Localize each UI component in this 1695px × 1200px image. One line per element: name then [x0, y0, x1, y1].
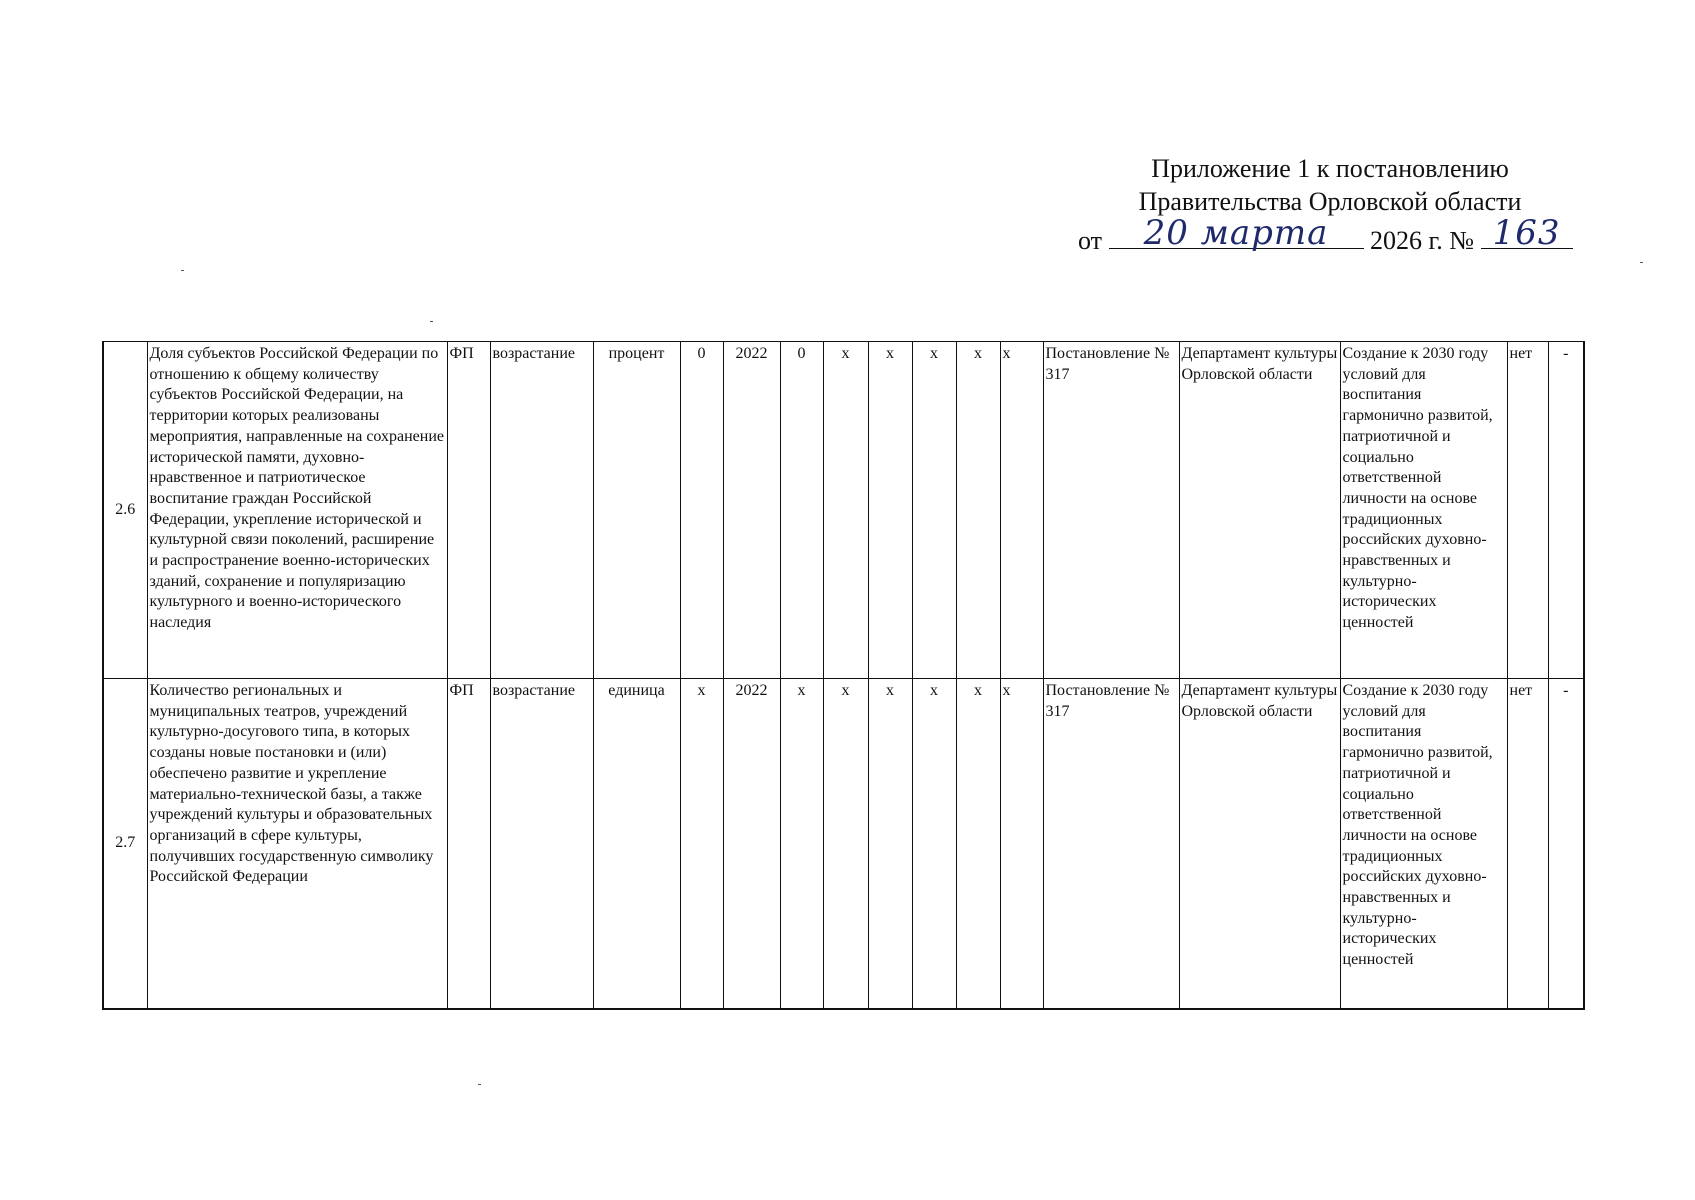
- header-prefix: от: [1078, 226, 1103, 255]
- handwritten-number: 163: [1492, 213, 1561, 253]
- scan-speck: [1640, 262, 1643, 263]
- indicator-level: ФП: [447, 342, 490, 679]
- value-4: х: [912, 342, 956, 679]
- indicator-unit: процент: [593, 342, 680, 679]
- number-blank: [1481, 213, 1573, 253]
- base-year: 2022: [723, 679, 780, 1009]
- document-ref: Постановление № 317: [1043, 679, 1179, 1009]
- indicator-name: Доля субъектов Российской Федерации по отношению к общему количеству субъектов Российской Федерации, на территории которых реализованы мероприятия, направленные на сохранение исторической памяти, духовно-нравственное и патриотическое воспитание граждан Российской Федерации, укрепление исторической и культурной связи поколений, расширение и распространение военно-исторических зданий, сохранение и популяризацию культурного и военно-исторического наследия: [147, 342, 447, 679]
- scan-speck: [430, 321, 433, 322]
- value-2: х: [823, 342, 868, 679]
- date-blank: [1109, 213, 1364, 253]
- base-value: 0: [680, 342, 723, 679]
- value-4: х: [912, 679, 956, 1009]
- indicator-unit: единица: [593, 679, 680, 1009]
- indicator-direction: возрастание: [490, 342, 593, 679]
- document-ref: Постановление № 317: [1043, 342, 1179, 679]
- flag-value: нет: [1507, 342, 1548, 679]
- value-6: х: [1000, 342, 1043, 679]
- goal-text: Создание к 2030 году условий для воспитания гармонично развитой, патриотичной и социально ответственной личности на основе традиционных российских духовно-нравственных и культурно-исторических ценностей: [1340, 679, 1507, 1009]
- header-year: 2026 г. №: [1370, 226, 1475, 255]
- value-2: х: [823, 679, 868, 1009]
- document-header: [1040, 152, 1620, 257]
- base-value: х: [680, 679, 723, 1009]
- table-row: [103, 679, 1584, 1009]
- dash-value: -: [1548, 679, 1584, 1009]
- indicator-direction: возрастание: [490, 679, 593, 1009]
- indicator-name: Количество региональных и муниципальных театров, учреждений культурно-досугового типа, в которых созданы новые постановки и (или) обеспечено развитие и укрепление материально-технической базы, а также учреждений культуры и образовательных организаций в сфере культуры, получивших государственную символику Российской Федерации: [147, 679, 447, 1009]
- row-number: 2.7: [103, 679, 147, 1009]
- responsible-body: Департамент культуры Орловской области: [1179, 679, 1340, 1009]
- table-row: [103, 342, 1584, 679]
- flag-value: нет: [1507, 679, 1548, 1009]
- row-number: 2.6: [103, 342, 147, 679]
- goal-text: Создание к 2030 году условий для воспитания гармонично развитой, патриотичной и социально ответственной личности на основе традиционных российских духовно-нравственных и культурно-исторических ценностей: [1340, 342, 1507, 679]
- value-1: х: [780, 679, 823, 1009]
- value-1: 0: [780, 342, 823, 679]
- responsible-body: Департамент культуры Орловской области: [1179, 342, 1340, 679]
- dash-value: -: [1548, 342, 1584, 679]
- scan-speck: [478, 1084, 481, 1085]
- base-year: 2022: [723, 342, 780, 679]
- value-3: х: [868, 342, 912, 679]
- scan-speck: [181, 270, 184, 271]
- header-line-2: Правительства Орловской области: [1138, 187, 1522, 216]
- header-line-1: Приложение 1 к постановлению: [1151, 154, 1509, 183]
- indicator-level: ФП: [447, 679, 490, 1009]
- indicators-table: [102, 341, 1585, 1010]
- value-5: х: [956, 679, 1000, 1009]
- header-line-3: [1040, 213, 1620, 257]
- value-3: х: [868, 679, 912, 1009]
- value-6: х: [1000, 679, 1043, 1009]
- value-5: х: [956, 342, 1000, 679]
- handwritten-date: 20 марта: [1143, 213, 1329, 253]
